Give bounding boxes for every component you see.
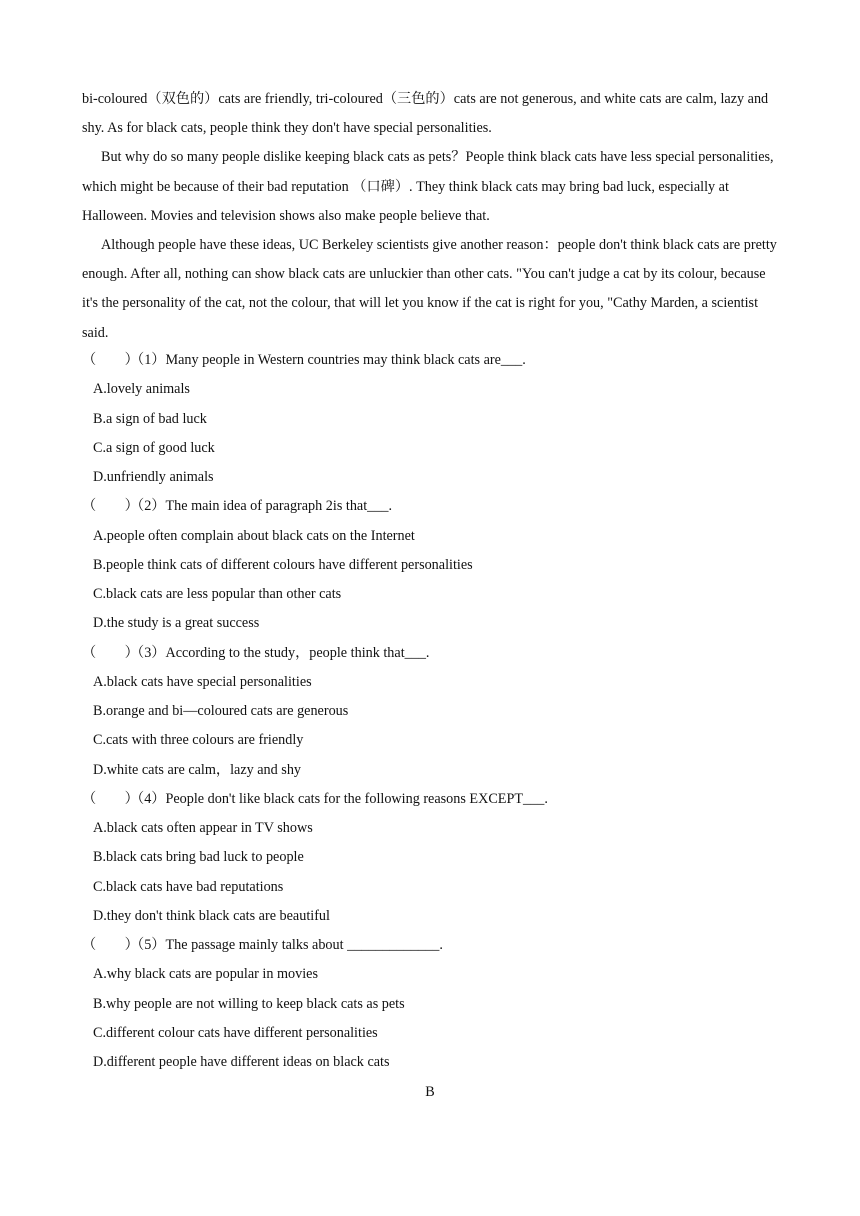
option-b: B.a sign of bad luck [93,410,207,427]
option-b: B.why people are not willing to keep black cats as pets [93,995,405,1012]
answer-blank: （ ） [82,790,139,807]
question-4 [82,785,782,814]
question-stem: （5）The passage mainly talks about _____________. [130,937,443,953]
passage-paragraph-2: But why do so many people dislike keeping black cats as pets？People think black cats have less special personalities, which might be because of their bad reputation （口碑）. They think black cats may bring bad luck, especially at Halloween. Movies and television shows also make people believe that. [82,149,774,224]
reading-passage [82,85,782,348]
option-d: D.unfriendly animals [93,469,214,485]
option-d: D.different people have different ideas on black cats [93,1054,390,1070]
answer-blank: （ ） [82,644,139,661]
question-list [82,346,782,1077]
option-b: B.black cats bring bad luck to people [93,849,304,866]
option-d: D.they don't think black cats are beautiful [93,907,330,924]
question-1 [82,346,782,375]
option-c: C.a sign of good luck [93,439,215,456]
question-3 [82,639,782,668]
option-a: A.black cats have special personalities [93,673,312,690]
question-5 [82,931,782,960]
option-a: A.lovely animals [93,381,190,398]
question-2 [82,492,782,521]
option-c: C.different colour cats have different personalities [93,1024,378,1041]
option-d: D.the study is a great success [93,615,260,632]
option-c: C.black cats have bad reputations [93,878,284,895]
passage-paragraph-1: bi-coloured（双色的）cats are friendly, tri-coloured（三色的）cats are not generous, and white cats are calm, lazy and shy. As for black cats, people think they don't have special personalities. [82,91,769,137]
option-c: C.black cats are less popular than other cats [93,586,342,602]
question-stem: （1）Many people in Western countries may think black cats are___. [130,352,526,368]
option-b: B.orange and bi—coloured cats are generous [93,703,349,719]
section-label: B [425,1084,435,1100]
option-c: C.cats with three colours are friendly [93,732,304,749]
option-d: D.white cats are calm，lazy and shy [93,761,302,778]
option-a: A.people often complain about black cats on the Internet [93,527,415,544]
question-stem: （2）The main idea of paragraph 2is that___. [130,498,392,515]
question-stem: （4）People don't like black cats for the following reasons EXCEPT___. [130,790,548,807]
passage-paragraph-3: Although people have these ideas, UC Berkeley scientists give another reason：people don't think black cats are pretty enough. After all, nothing can show black cats are unluckier than other cats. "You can't judge a cat by its colour, because it's the personality of the cat, not the colour, that will let you know if the cat is right for you, "Cathy Marden, a scientist said. [82,237,777,341]
answer-blank: （ ） [82,498,139,515]
option-b: B.people think cats of different colours have different personalities [93,556,473,573]
option-a: A.why black cats are popular in movies [93,966,318,983]
answer-blank: （ ） [82,937,139,953]
answer-blank: （ ） [82,352,139,368]
question-stem: （3）According to the study，people think that___. [130,644,430,661]
option-a: A.black cats often appear in TV shows [93,820,313,836]
